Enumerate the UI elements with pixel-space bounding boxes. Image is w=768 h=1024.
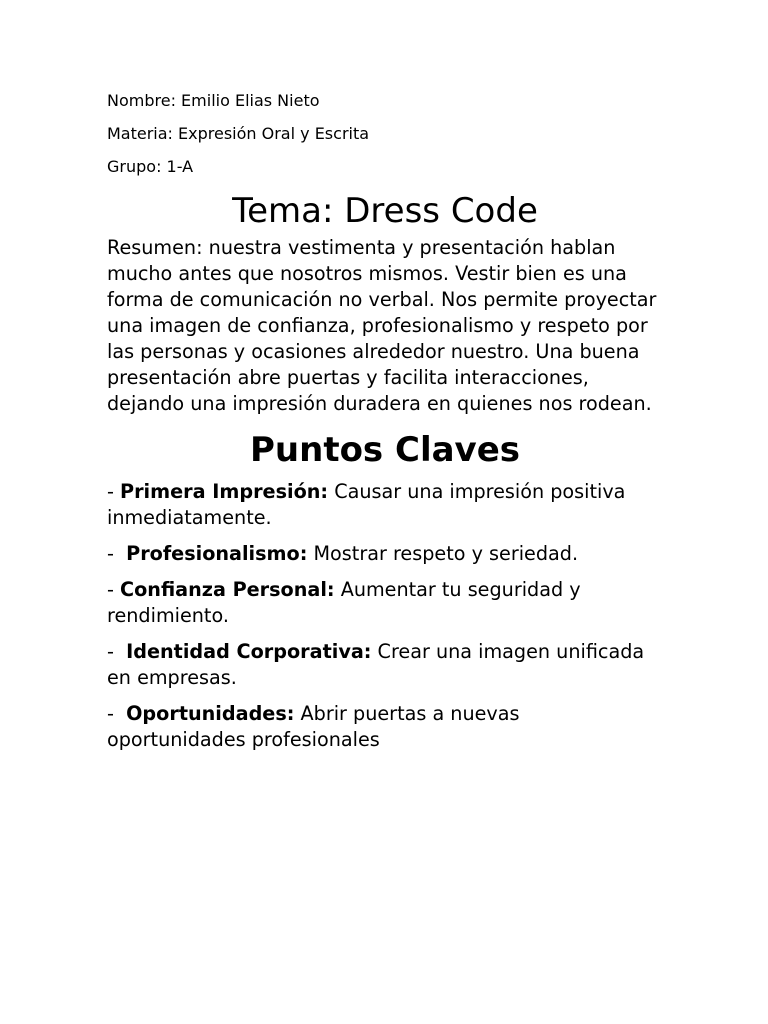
key-point-2 — [107, 541, 663, 567]
subject-line: Materia: Expresión Oral y Escrita — [107, 124, 370, 143]
key-point-1 — [107, 479, 663, 531]
summary-paragraph: Resumen: nuestra vestimenta y presentación hablan mucho antes que nosotros mismos. Vestir bien es una forma de comunicación no verbal. Nos permite proyectar una imagen de confianza, profesionalismo y respeto por las personas y ocasiones alrededor nuestro. Una buena presentación abre puertas y facilita interacciones, dejando una impresión duradera en quienes nos rodean. — [107, 236, 657, 415]
point-prefix: - — [107, 542, 127, 565]
point-term: Confianza Personal: — [120, 578, 335, 601]
point-text: Abrir puertas a nuevas oportunidades profesionales — [107, 702, 520, 751]
key-point-5 — [107, 701, 663, 753]
key-point-4 — [107, 639, 663, 691]
point-text: Causar una impresión positiva inmediatamente. — [107, 480, 626, 529]
point-term: Primera Impresión: — [120, 480, 329, 503]
point-term: Identidad Corporativa: — [126, 640, 372, 663]
section-title: Puntos Claves — [249, 430, 521, 470]
document-page — [107, 90, 663, 763]
point-text: Crear una imagen unificada en empresas. — [107, 640, 645, 689]
document-title: Tema: Dress Code — [232, 191, 538, 231]
student-name: Nombre: Emilio Elias Nieto — [107, 91, 320, 110]
key-point-3 — [107, 577, 663, 629]
point-term: Profesionalismo: — [126, 542, 308, 565]
point-prefix: - — [107, 640, 127, 663]
group-line: Grupo: 1-A — [107, 157, 194, 176]
point-prefix: - — [107, 702, 127, 725]
point-text: Aumentar tu seguridad y rendimiento. — [107, 578, 581, 627]
point-prefix: - — [107, 480, 121, 503]
point-term: Oportunidades: — [126, 702, 295, 725]
point-prefix: - — [107, 578, 121, 601]
point-text: Mostrar respeto y seriedad. — [307, 542, 579, 565]
